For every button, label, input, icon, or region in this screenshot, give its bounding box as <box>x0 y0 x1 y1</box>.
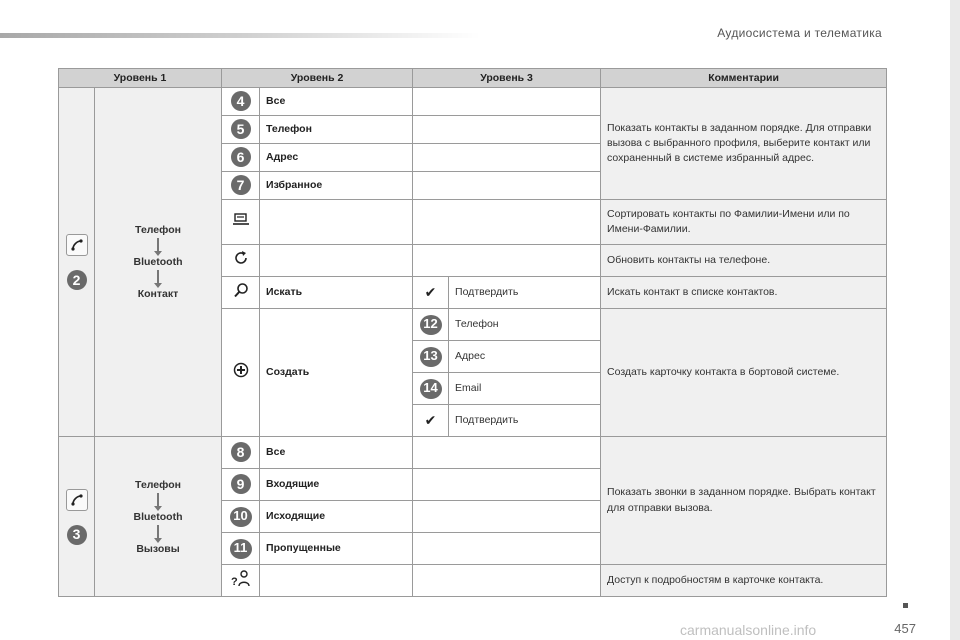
checkmark-icon[interactable]: ✔ <box>424 284 437 301</box>
down-arrow-icon <box>157 493 159 507</box>
step-badge: 2 <box>67 270 87 290</box>
path-step: Контакт <box>137 288 179 300</box>
search-icon[interactable] <box>233 282 249 298</box>
comment-cell: Создать карточку контакта в бортовой системе. <box>601 309 887 437</box>
watermark: carmanualsonline.info <box>680 622 817 638</box>
header-level2: Уровень 2 <box>222 69 413 88</box>
contact-details-icon[interactable] <box>231 569 251 587</box>
step-badge: 11 <box>230 539 252 559</box>
step-badge: 10 <box>230 507 252 527</box>
top-decorative-bar <box>0 33 480 38</box>
menu-item-confirm[interactable]: Подтвердить <box>449 405 601 437</box>
step-badge: 9 <box>231 474 251 494</box>
sort-icon[interactable] <box>233 212 249 226</box>
step-badge: 12 <box>420 315 442 335</box>
table-row <box>59 437 887 469</box>
table-row <box>59 88 887 116</box>
step-badge: 6 <box>231 147 251 167</box>
down-arrow-icon <box>157 270 159 284</box>
step-badge: 13 <box>420 347 442 367</box>
comment-cell: Доступ к подробностям в карточке контакта. <box>601 565 887 597</box>
comment-cell: Показать звонки в заданном порядке. Выбрать контакт для отправки вызова. <box>601 437 887 565</box>
page-number: 457 <box>894 621 916 636</box>
menu-item-missed[interactable]: Пропущенные <box>260 533 413 565</box>
path-step: Телефон <box>135 224 181 236</box>
menu-item-create-phone[interactable]: Телефон <box>449 309 601 341</box>
path-step: Вызовы <box>136 542 180 555</box>
menu-item-favorites[interactable]: Избранное <box>260 172 413 200</box>
section-title: Аудиосистема и телематика <box>717 26 882 40</box>
header-level1: Уровень 1 <box>59 69 222 88</box>
calls-path <box>95 437 222 597</box>
menu-item-all[interactable]: Все <box>260 88 413 116</box>
page-marker <box>903 603 908 608</box>
table-header-row <box>59 69 887 88</box>
menu-item-phone[interactable]: Телефон <box>260 116 413 144</box>
menu-item-create-address[interactable]: Адрес <box>449 341 601 373</box>
down-arrow-icon <box>157 238 159 252</box>
step-badge: 3 <box>67 525 87 545</box>
step-badge: 14 <box>420 379 442 399</box>
step-badge: 4 <box>231 91 251 111</box>
menu-item-all-calls[interactable]: Все <box>260 437 413 469</box>
step-badge: 8 <box>231 442 251 462</box>
down-arrow-icon <box>157 525 159 539</box>
menu-item-outgoing[interactable]: Исходящие <box>260 501 413 533</box>
path-step: Bluetooth <box>133 256 183 268</box>
path-step: Bluetooth <box>133 510 183 523</box>
comment-cell: Обновить контакты на телефоне. <box>601 245 887 277</box>
menu-item-confirm[interactable]: Подтвердить <box>449 277 601 309</box>
comment-cell: Сортировать контакты по Фамилии-Имени или по Имени-Фамилии. <box>601 200 887 245</box>
svg-text:?: ? <box>230 575 238 587</box>
step-badge: 5 <box>231 119 251 139</box>
menu-table <box>58 68 887 597</box>
menu-item-address[interactable]: Адрес <box>260 144 413 172</box>
step-badge: 7 <box>231 175 251 195</box>
path-step: Телефон <box>135 478 181 491</box>
header-comments: Комментарии <box>601 69 887 88</box>
side-margin-bar <box>950 0 960 640</box>
checkmark-icon[interactable]: ✔ <box>424 412 437 429</box>
menu-item-create[interactable]: Создать <box>260 309 413 437</box>
menu-item-create-email[interactable]: Email <box>449 373 601 405</box>
header-level3: Уровень 3 <box>413 69 601 88</box>
comment-cell: Показать контакты в заданном порядке. Для отправки вызова с выбранного профиля, выберите контакт или сохраненный в системе избранный адрес. <box>601 88 887 200</box>
phone-icon[interactable] <box>66 489 88 511</box>
contacts-level1-icons <box>59 88 95 437</box>
contacts-path <box>95 88 222 437</box>
add-circle-icon[interactable] <box>233 362 249 378</box>
menu-item-search[interactable]: Искать <box>260 277 413 309</box>
comment-cell: Искать контакт в списке контактов. <box>601 277 887 309</box>
calls-level1-icons <box>59 437 95 597</box>
menu-item-incoming[interactable]: Входящие <box>260 469 413 501</box>
refresh-icon[interactable] <box>233 250 249 266</box>
phone-icon[interactable] <box>66 234 88 256</box>
